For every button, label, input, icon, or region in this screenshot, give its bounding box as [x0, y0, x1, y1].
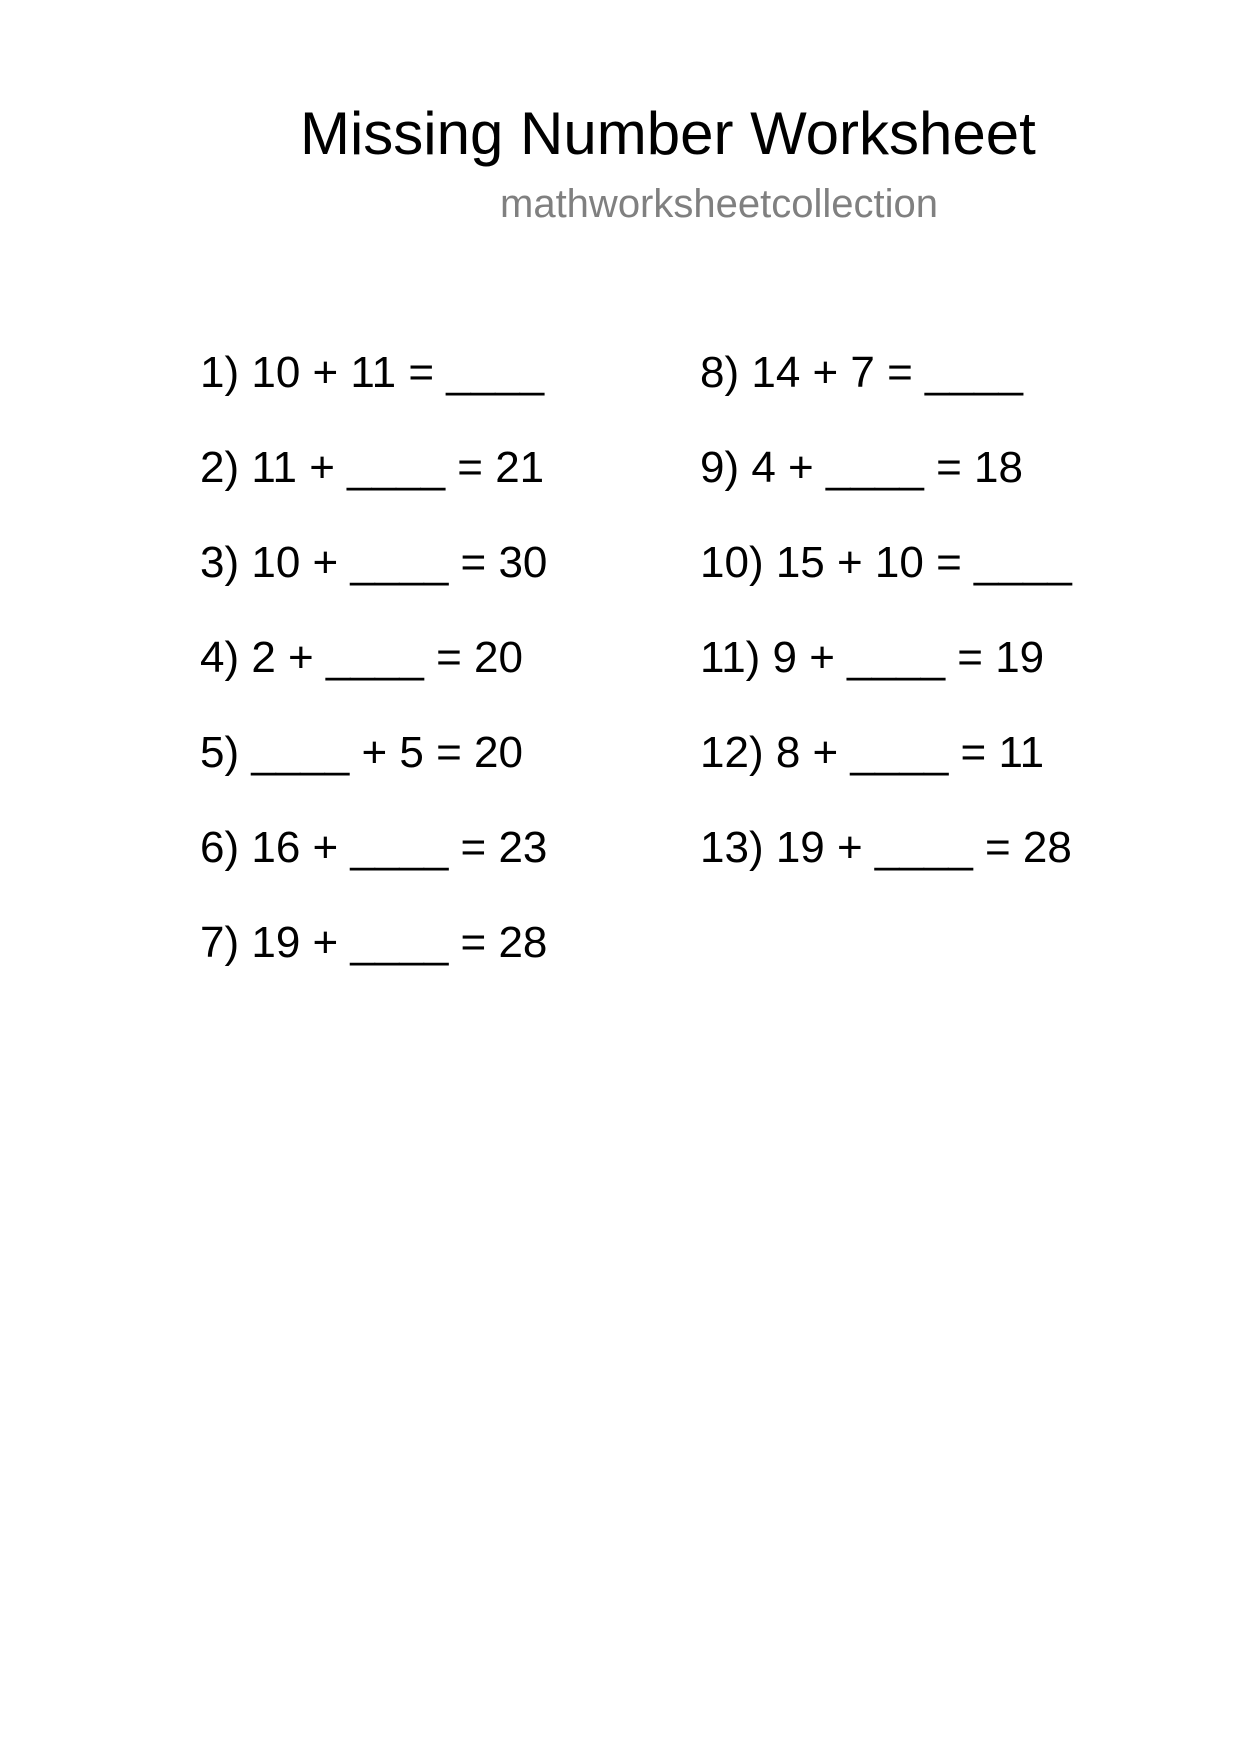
problem-item: 5) ____ + 5 = 20: [200, 728, 523, 777]
problem-item: 9) 4 + ____ = 18: [700, 443, 1023, 492]
problem-item: 1) 10 + 11 = ____: [200, 348, 545, 397]
problem-item: 4) 2 + ____ = 20: [200, 633, 523, 682]
worksheet-title: Missing Number Worksheet: [300, 100, 1036, 167]
problem-item: 13) 19 + ____ = 28: [700, 823, 1072, 872]
worksheet-source: mathworksheetcollection: [500, 182, 938, 226]
problem-item: 3) 10 + ____ = 30: [200, 538, 548, 587]
problem-item: 8) 14 + 7 = ____: [700, 348, 1023, 397]
problem-item: 6) 16 + ____ = 23: [200, 823, 548, 872]
problems-column-left: [200, 345, 547, 1010]
problem-item: 11) 9 + ____ = 19: [700, 633, 1045, 682]
problem-item: 7) 19 + ____ = 28: [200, 918, 548, 967]
problems-column-right: [700, 345, 1072, 915]
problem-item: 10) 15 + 10 = ____: [700, 538, 1072, 587]
problem-item: 12) 8 + ____ = 11: [700, 728, 1045, 777]
problem-item: 2) 11 + ____ = 21: [200, 443, 545, 492]
